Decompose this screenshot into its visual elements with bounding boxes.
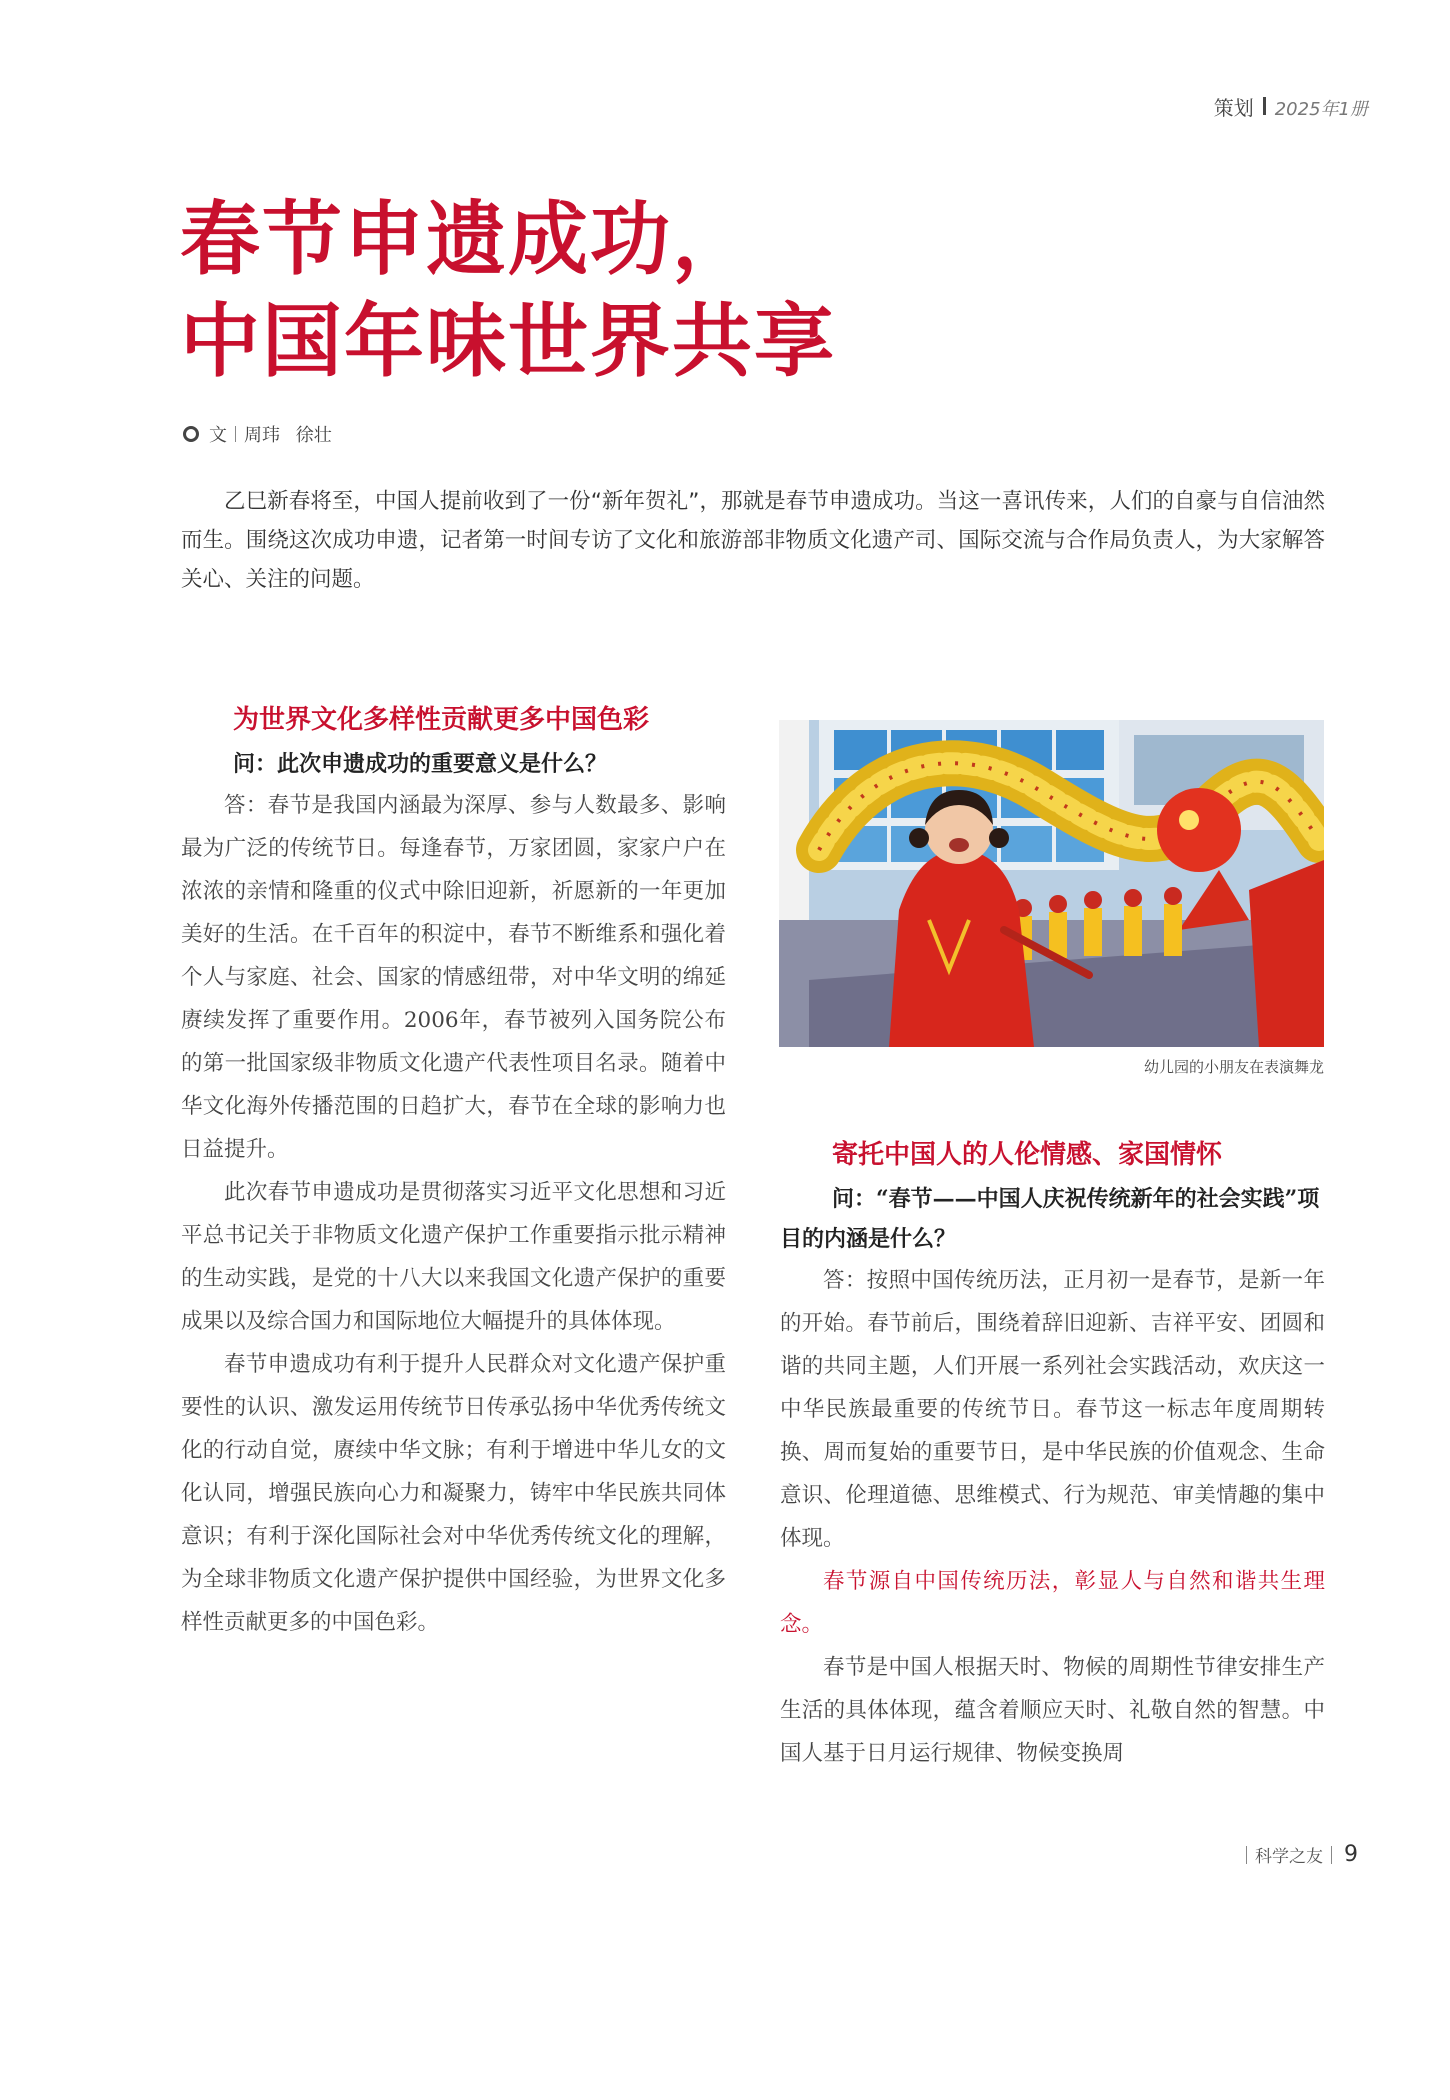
byline-ring-icon (183, 426, 199, 442)
footer-divider-right (1331, 1846, 1332, 1864)
section-2-paragraph-1: 答：按照中国传统历法，正月初一是春节，是新一年的开始。春节前后，围绕着辞旧迎新、吉祥平安、团圆和谐的共同主题，人们开展一系列社会实践活动，欢庆这一中华民族最重要的传统节日。春节这一标志年度周期转换、周而复始的重要节日，是中华民族的价值观念、生命意识、伦理道德、思维模式、行为规范、审美情趣的集中体现。 (780, 1268, 1325, 1551)
byline-authors: 周玮 徐壮 (244, 425, 332, 446)
title-line-1: 春节申遗成功， (180, 192, 754, 286)
byline-label: 文 (209, 425, 227, 446)
right-column (780, 1135, 1325, 1775)
page-number: 9 (1344, 1842, 1358, 1867)
section-2-paragraph-2: 春节是中国人根据天时、物候的周期性节律安排生产生活的具体体现，蕴含着顺应天时、礼敬自然的智慧。中国人基于日月运行规律、物候变换周 (780, 1655, 1325, 1766)
section-2-title: 寄托中国人的人伦情感、家国情怀 (832, 1140, 1223, 1170)
article-title (180, 188, 836, 392)
title-line-2: 中国年味世界共享 (180, 294, 836, 388)
section-1-paragraph-1: 答：春节是我国内涵最为深厚、参与人数最多、影响最为广泛的传统节日。每逢春节，万家团圆，家家户户在浓浓的亲情和隆重的仪式中除旧迎新，祈愿新的一年更加美好的生活。在千百年的积淀中，春节不断维系和强化着个人与家庭、社会、国家的情感纽带，对中华文明的绵延赓续发挥了重要作用。2006年，春节被列入国务院公布的第一批国家级非物质文化遗产代表性项目名录。随着中华文化海外传播范围的日趋扩大，春节在全球的影响力也日益提升。 (181, 793, 726, 1162)
lead-paragraph: 乙巳新春将至，中国人提前收到了一份“新年贺礼”，那就是春节申遗成功。当这一喜讯传来，人们的自豪与自信油然而生。围绕这次成功申遗，记者第一时间专访了文化和旅游部非物质文化遗产司、国际交流与合作局负责人，为大家解答关心、关注的问题。 (181, 489, 1325, 592)
page-footer (1238, 1842, 1358, 1867)
section-header (1214, 92, 1368, 121)
section-1-question: 问：此次申遗成功的重要意义是什么？ (233, 751, 608, 777)
section-2-highlight: 春节源自中国传统历法，彰显人与自然和谐共生理念。 (780, 1569, 1325, 1637)
footer-divider-left (1246, 1846, 1247, 1864)
byline-divider (235, 426, 236, 442)
byline (183, 421, 332, 447)
section-1-title: 为世界文化多样性贡献更多中国色彩 (233, 705, 650, 735)
dragon-dance-photo (779, 720, 1324, 1047)
magazine-name: 科学之友 (1255, 1847, 1323, 1867)
section-1-paragraph-3: 春节申遗成功有利于提升人民群众对文化遗产保护重要性的认识、激发运用传统节日传承弘扬中华优秀传统文化的行动自觉，赓续中华文脉；有利于增进中华儿女的文化认同，增强民族向心力和凝聚力，铸牢中华民族共同体意识；有利于深化国际社会对中华优秀传统文化的理解，为全球非物质文化遗产保护提供中国经验，为世界文化多样性贡献更多的中国色彩。 (181, 1352, 726, 1635)
section-1-paragraph-2: 此次春节申遗成功是贯彻落实习近平文化思想和习近平总书记关于非物质文化遗产保护工作重要指示批示精神的生动实践，是党的十八大以来我国文化遗产保护的重要成果以及综合国力和国际地位大幅提升的具体体现。 (181, 1180, 726, 1334)
header-divider (1263, 97, 1266, 115)
photo-illustration (779, 720, 1324, 1047)
photo-caption: 幼儿园的小朋友在表演舞龙 (1143, 1058, 1324, 1076)
issue-label: 2025年1册 (1274, 99, 1368, 120)
left-column (181, 700, 726, 1644)
section-name: 策划 (1213, 96, 1254, 120)
section-2-question: 问：“春节——中国人庆祝传统新年的社会实践”项目的内涵是什么？ (780, 1186, 1320, 1252)
